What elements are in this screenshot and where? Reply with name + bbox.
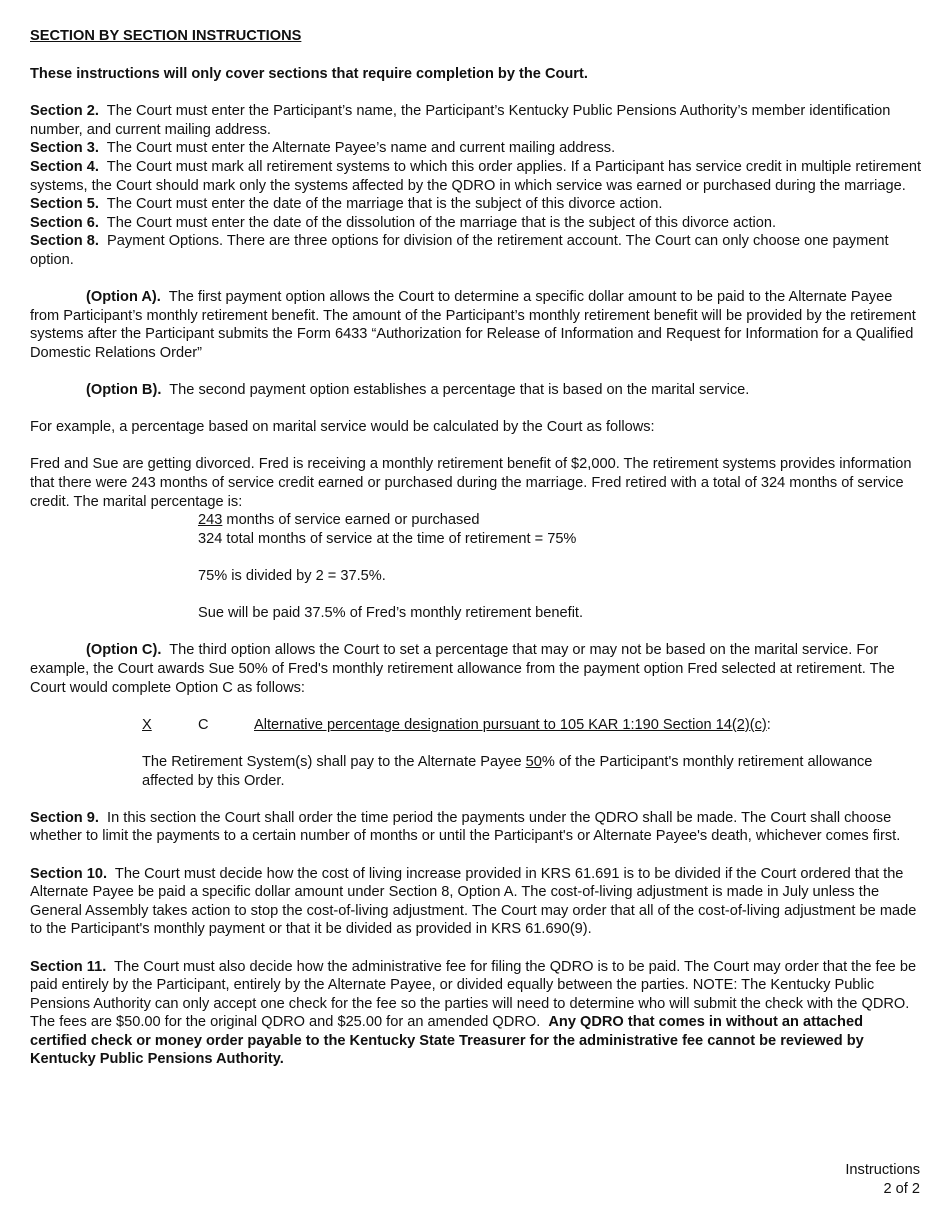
numerator-value: 243 (198, 512, 223, 529)
section-3 (30, 139, 922, 158)
section-text: The Court must enter the date of the marriage that is the subject of this divorce action. (106, 196, 663, 213)
option-c-form-line (142, 716, 922, 735)
sections-list (30, 102, 922, 269)
section-2 (30, 102, 922, 139)
option-c-designation: Alternative percentage designation pursuant to 105 KAR 1:190 Section 14(2)(c) (254, 716, 767, 733)
section-text: The Court must enter the date of the dissolution of the marriage that is the subject of this divorce action. (106, 214, 777, 231)
section-4 (30, 158, 922, 195)
section-text: In this section the Court shall order the time period the payments under the QDRO shall be made. The Court shall choose whether to limit the payments to a certain number of months or until the Participant's or Alternate Payee's death, whichever comes first. (30, 809, 901, 845)
footer-label: Instructions (845, 1162, 920, 1178)
calc-divided: 75% is divided by 2 = 37.5%. (198, 568, 386, 585)
section-11 (30, 958, 922, 1070)
section-label: Section 4. (30, 158, 99, 175)
calc-numerator (198, 511, 922, 530)
section-label: Section 3. (30, 140, 99, 157)
numerator-text: months of service earned or purchased (222, 512, 480, 529)
section-label: Section 9. (30, 809, 99, 826)
section-text: Payment Options. There are three options for division of the retirement account. The Court can only choose one payment option. (30, 233, 889, 268)
pay-after: % of the Participant's monthly retirement allowance affected by this Order. (142, 753, 873, 789)
pay-before: The Retirement System(s) shall pay to the Alternate Payee (142, 753, 526, 770)
intro-statement: These instructions will only cover sections that require completion by the Court. (30, 65, 588, 82)
example-intro: For example, a percentage based on marital service would be calculated by the Court as follows: (30, 419, 655, 436)
option-c-letter: C (198, 716, 209, 733)
section-label: Section 5. (30, 196, 99, 213)
option-label: (Option C). (86, 642, 162, 659)
option-label: (Option B). (86, 382, 162, 399)
option-text: The third option allows the Court to set a percentage that may or may not be based on the marital service. For example, the Court awards Sue 50% of Fred's monthly retirement allowance from the payment option Fred selected at retirement. The Court would complete Option C as follows: (30, 642, 895, 696)
option-text: The second payment option establishes a percentage that is based on the marital service. (169, 382, 750, 399)
section-10 (30, 865, 922, 939)
option-c-colon: : (766, 716, 771, 733)
option-c-mark: X (142, 716, 152, 733)
page-title: SECTION BY SECTION INSTRUCTIONS (30, 28, 302, 44)
option-c-pay-text (142, 753, 922, 790)
section-text: The Court must decide how the cost of living increase provided in KRS 61.691 is to be divided if the Court ordered that the Alternate Payee be paid a specific dollar amount under Section 8, Option A. The cost-of-living adjustment is made in July unless the General Assembly takes action to stop the cost-of-living adjustment. The Court may order that all of the cost-of-living adjustment be made to the Participant's monthly payment or that it be divided as provided in KRS 61.690(9). (30, 865, 917, 938)
option-b (30, 381, 922, 400)
instructions-page (30, 27, 922, 1069)
page-footer (845, 1161, 920, 1198)
page-number: 2 of 2 (883, 1180, 920, 1197)
option-c (30, 641, 922, 697)
example-text: Fred and Sue are getting divorced. Fred is receiving a monthly retirement benefit of $2,000. The retirement systems provides information that there were 243 months of service credit earned or purchased during the marriage. Fred retired with a total of 324 months of service credit. The marital percentage is: (30, 456, 912, 510)
section-5 (30, 195, 922, 214)
section-label: Section 8. (30, 233, 99, 250)
section-label: Section 2. (30, 103, 99, 120)
section-8 (30, 232, 922, 269)
section-label: Section 6. (30, 214, 99, 231)
option-label: (Option A). (86, 289, 161, 306)
section-warning: Any QDRO that comes in without an attached certified check or money order payable to the Kentucky State Treasurer for the administrative fee cannot be reviewed by Kentucky Public Pensions Authority. (30, 1014, 864, 1068)
pay-percent: 50 (525, 753, 542, 770)
section-label: Section 11. (30, 958, 107, 975)
section-text: The Court must enter the Alternate Payee’s name and current mailing address. (106, 140, 616, 157)
section-text: The Court must also decide how the administrative fee for filing the QDRO is to be paid. The Court may order that the fee be paid entirely by the Participant, entirely by the Alternate Payee, or divided equally between the parties. NOTE: The Kentucky Public Pensions Authority can only accept one check for the fee so the parties will need to determine who will submit the check with the QDRO. The fees are $50.00 for the original QDRO and $25.00 for an amended QDRO. (30, 958, 917, 1031)
calc-denominator: 324 total months of service at the time of retirement = 75% (198, 530, 577, 547)
option-text: The first payment option allows the Court to determine a specific dollar amount to be paid to the Alternate Payee from Participant’s monthly retirement benefit. The amount of the Participant’s monthly retirement benefit will be provided by the retirement systems after the Participant submits the Form 6433 “Authorization for Release of Information and Request for Information for a Qualified Domestic Relations Order” (30, 289, 916, 361)
marital-calculation (198, 511, 922, 623)
section-text: The Court must mark all retirement systems to which this order applies. If a Participant has service credit in multiple retirement systems, the Court should mark only the systems affected by the QDRO in which service was earned or purchased during the marriage. (30, 158, 922, 194)
section-6 (30, 214, 922, 233)
option-a (30, 288, 922, 362)
calc-paid: Sue will be paid 37.5% of Fred’s monthly retirement benefit. (198, 605, 584, 622)
section-label: Section 10. (30, 865, 108, 882)
section-text: The Court must enter the Participant’s name, the Participant’s Kentucky Public Pensions Authority’s member identification number, and current mailing address. (30, 103, 891, 138)
section-9 (30, 809, 922, 846)
